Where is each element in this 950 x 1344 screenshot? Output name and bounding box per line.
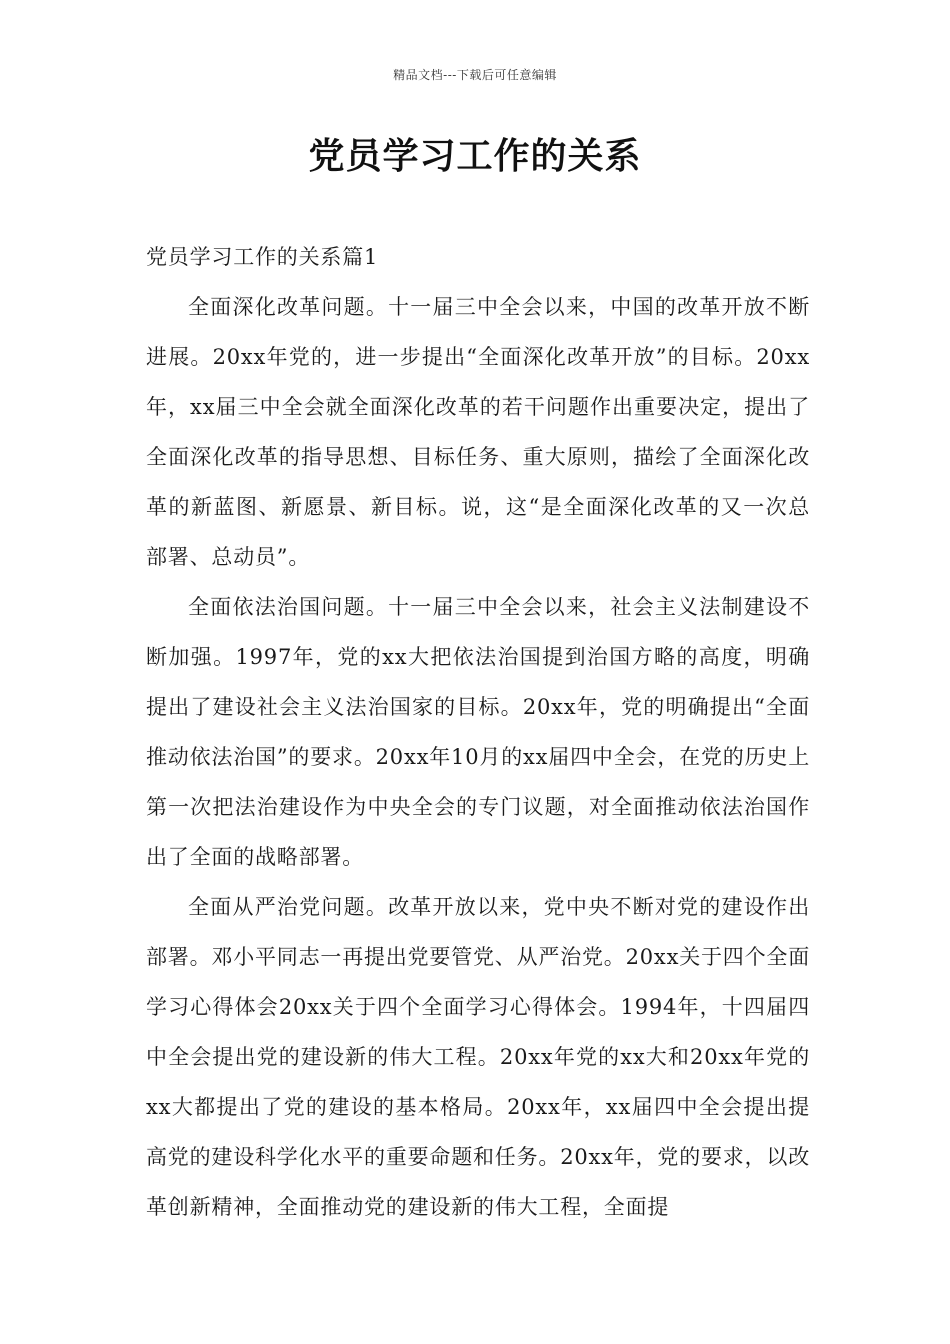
document-title: 党员学习工作的关系 — [308, 136, 642, 177]
header-note: 精品文档---下载后可任意编辑 — [393, 68, 557, 82]
paragraph-1: 全面深化改革问题。十一届三中全会以来，中国的改革开放不断进展。20xx年党的，进一步提出“全面深化改革开放”的目标。20xx年，xx届三中全会就全面深化改革的若干问题作出重要决定，提出了全面深化改革的指导思想、目标任务、重大原则，描绘了全面深化改革的新蓝图、新愿景、新目标。说，这“是全面深化改革的又一次总部署、总动员”。 — [146, 295, 810, 569]
paragraph-3: 全面从严治党问题。改革开放以来，党中央不断对党的建设作出部署。邓小平同志一再提出党要管党、从严治党。20xx关于四个全面学习心得体会20xx关于四个全面学习心得体会。1994年，十四届四中全会提出党的建设新的伟大工程。20xx年党的xx大和20xx年党的xx大都提出了党的建设的基本格局。20xx年，xx届四中全会提出提高党的建设科学化水平的重要命题和任务。20xx年，党的要求，以改革创新精神，全面推动党的建设新的伟大工程，全面提 — [146, 895, 811, 1219]
section-title: 党员学习工作的关系篇1 — [146, 245, 379, 269]
document-body — [146, 232, 810, 1232]
paragraph-2: 全面依法治国问题。十一届三中全会以来，社会主义法制建设不断加强。1997年，党的xx大把依法治国提到治国方略的高度，明确提出了建设社会主义法治国家的目标。20xx年，党的明确提出“全面推动依法治国”的要求。20xx年10月的xx届四中全会，在党的历史上第一次把法治建设作为中央全会的专门议题，对全面推动依法治国作出了全面的战略部署。 — [146, 595, 810, 869]
